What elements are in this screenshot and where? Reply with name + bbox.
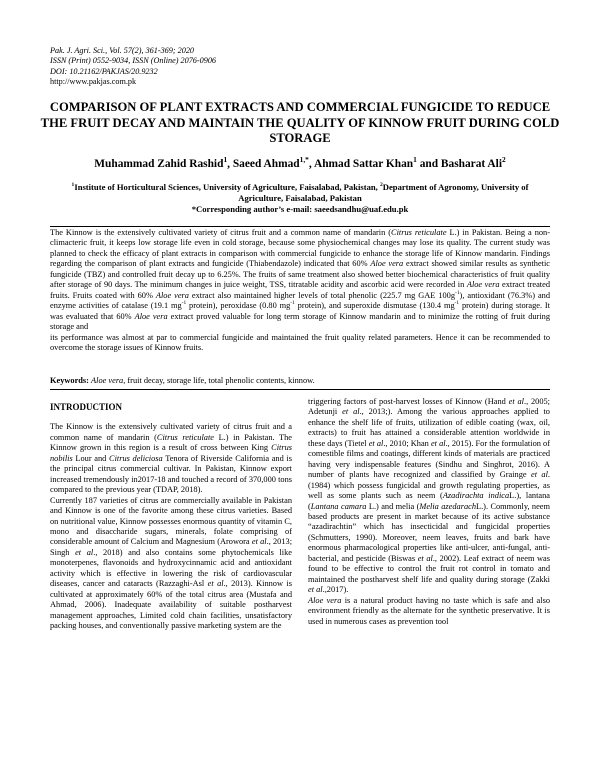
journal-header <box>50 46 216 87</box>
abstract-top-rule <box>50 226 550 227</box>
author-affiliation-mark: 1 <box>223 155 228 165</box>
author-name: Saeed Ahmad <box>232 158 300 170</box>
abstract-text-cont: its performance was almost at par to commercial fungicide and maintained the fruit quality related parameters. Hence it can be recommended to overcome the storage issues of Kinnow fruits. <box>50 332 550 352</box>
keywords: Keywords: Aloe vera, fruit decay, storage life, total phenolic contents, kinnow. <box>50 376 315 385</box>
keywords-bottom-rule <box>50 389 550 390</box>
body-paragraph: The Kinnow is the extensively cultivated variety of citrus fruit and a common name of mandarin (Citrus reticulate L.) in Pakistan. The Kinnow grown in this region is a result of cross between King Citrus nobilis Lour and Citrus deliciosa Tenora of Riverside California and is the principal citrus commercial cultivar. In Pakistan, Kinnow export increased tremendously in2017-18 and touched a record of 370,000 tons compared to the previous year (TDAP, 2018). <box>50 422 292 495</box>
paper-title: COMPARISON OF PLANT EXTRACTS AND COMMERCIAL FUNGICIDE TO REDUCE THE FRUIT DECAY AND MAINTAIN THE QUALITY OF KINNOW FRUIT DURING COLD STORAGE <box>40 100 560 145</box>
affiliations <box>60 182 540 215</box>
journal-url[interactable]: http://www.pakjas.com.pk <box>50 76 137 86</box>
author-name: Ahmad Sattar Khan <box>313 158 414 170</box>
abstract <box>50 228 550 353</box>
author-separator: and <box>416 158 441 170</box>
issn: ISSN (Print) 0552-9034, ISSN (Online) 2076-0906 <box>50 56 217 66</box>
author-separator: , <box>227 158 233 170</box>
author-affiliation-mark: 1 <box>413 155 417 165</box>
affiliation-line: $^1$Institute of Horticultural Sciences, University of Agriculture, Faisalabad, Pakistan, $^2$Department of Agronomy, University of Agriculture, Faisalabad, Pakistan <box>71 182 529 203</box>
abstract-text: The Kinnow is the extensively cultivated variety of citrus fruit and a common name of mandarin (Citrus reticulate L.) in Pakistan. Being a non-climacteric fruit, it keeps low storage life even in cold storage, because some physiochemical changes may lose its quality. The current study was planned to check the efficacy of plant extracts in comparison with commercial fungicide to enhance the storage life of Kinnow mandarin. Findings regarding the comparison of plant extracts and fungicide (Thiabendazole) indicated that 60% Aloe vera extract showed similar results as synthetic fungicide (TBZ) and controlled fruit decay up to 6.25%. The fruits of same treatment also showed better biochemical characteristics of fruit quality after storage of 90 days. The minimum changes in juice weight, TSS, titratable acidity and ascorbic acid were recorded in Aloe vera extract treated fruits. Fruits coated with 60% Aloe vera extract also maintained higher levels of total phenolic (225.7 mg GAE $100g^{-1}$), antioxidant (76.3%) and enzyme activities of catalase (19.1 $mg^{-1}$ protein), peroxidase (0.80 $mg^{-1}$ protein), and superoxide dismutase (130.4 $mg^{-1}$ protein) during storage. It was evaluated that 60% Aloe vera extract proved valuable for long term storage of Kinnow mandarin and to minimize the rotting of fruit during storage and <box>50 228 550 332</box>
citation: Pak. J. Agri. Sci., Vol. 57(2), 361-369; 2020 <box>50 46 195 55</box>
author-name: Muhammad Zahid Rashid <box>94 158 224 170</box>
body-paragraph: triggering factors of post-harvest losses of Kinnow (Hand et al., 2005; Adetunji et al., 2013;). Among the various approaches applied to enhance the shelf life of fruits, utilization of edible coating (wax, oil, extracts) to fruit has attained a considerable attention worldwide in these days (Tietel et al., 2010; Khan et al., 2015). For the formulation of comestible films and coatings, different kinds of materials are practiced having very indispensable features (Sindhu and Singhrot, 2016). A number of plants have recognized and classified by Grainge et al. (1984) which possess fungicidal and growth regulating properties, as well as some plants such as neem (Azadirachta indicaL.), lantana (Lantana camara L.) and melia (Melia azedarachL.). Commonly, neem based products are present in market because of its active substance “azadirachtin” which has insecticidal and fungicidal properties (Schmutters, 1990). Moreover, neem leaves, fruits and bark have enormous pharmacological properties like anti-ulcer, anti-fungal, anti-bacterial, and pesticide (Biswas et al., 2002). Leaf extract of neem was found to be effective to control the fruit rot control in tomato and maintained the postharvest shelf life and quality during storage (Zakki et al.,2017). <box>308 397 550 595</box>
author-name: Basharat Ali <box>440 158 502 170</box>
author-affiliation-mark: 1,* <box>299 155 309 165</box>
author-affiliation-mark: 2 <box>501 155 506 165</box>
body-paragraph: Currently 187 varieties of citrus are commercially available in Pakistan and Kinnow is one of the favorite among these citrus varieties. Based on nutritional value, Kinnow possesses enormous quantity of vitamin C, mono and disaccharide sugars, minerals, folate comprising of considerable amount of Calcium and Magnesium (Arowora et al., 2013; Singh et al., 2018) and also contains some phytochemicals like monoterpenes, flavonoids and hydroxycinnamic acid and antioxidant activity which is effective in lowering the risk of cardiovascular diseases, cancer and cataracts (Razzaghi-Asl et al., 2013). Kinnow is cultivated at approximately 60% of the total citrus area (Mustafa and Ahmad, 2006). Inadequate availability of suitable postharvest management approaches, Limited cold chain facilities, unsatisfactory packing houses, and conventionally passive marketing system are the <box>50 495 293 631</box>
author-separator: , <box>308 158 314 170</box>
doi: DOI: 10.21162/PAKJAS/20.9232 <box>50 66 158 76</box>
section-heading: INTRODUCTION <box>50 402 123 412</box>
body-paragraph: Aloe vera is a natural product having no taste which is safe and also environment friendly as the alternate for the synthetic preservative. It is used in numerous cases as prevention tool <box>308 595 551 626</box>
column-right <box>308 397 550 627</box>
author-list <box>40 155 560 170</box>
corresponding-author: *Corresponding author’s e-mail: saeedsandhu@uaf.edu.pk <box>191 204 409 214</box>
column-left <box>50 396 292 632</box>
